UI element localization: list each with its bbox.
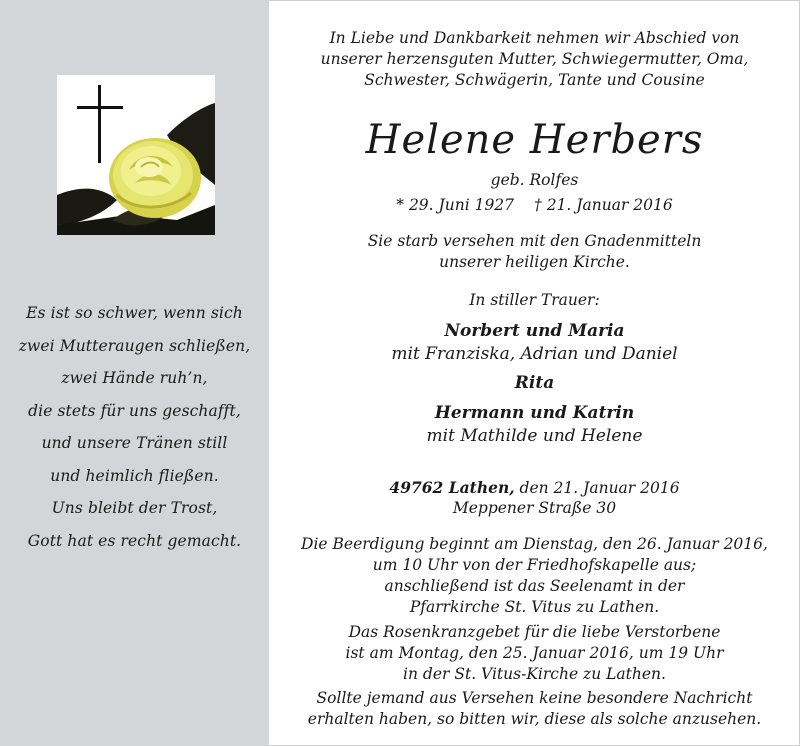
sacraments (269, 231, 800, 273)
place: 49762 Lathen, (389, 478, 515, 497)
funeral-info (269, 534, 800, 618)
cross-rose-icon (57, 75, 215, 235)
funeral-line: Pfarrkirche St. Vitus zu Lathen. (409, 598, 660, 616)
mourning-heading: In stiller Trauer: (469, 291, 600, 309)
death-date: † 21. Januar 2016 (534, 196, 673, 214)
note-line: erhalten haben, so bitten wir, diese als solche anzusehen. (307, 710, 762, 728)
family-1-children: mit Franziska, Adrian und Daniel (391, 344, 678, 364)
rosary-info (269, 622, 800, 685)
notification-note (269, 688, 800, 730)
date: den 21. Januar 2016 (514, 479, 680, 497)
poem-line: die stets für uns geschafft, (28, 401, 241, 420)
poem-line: zwei Hände ruh’n, (61, 369, 208, 387)
family-1-name: Norbert und Maria (444, 321, 625, 341)
poem-line: und heimlich fließen. (50, 466, 219, 485)
note-line: Sollte jemand aus Versehen keine besondere Nachricht (316, 689, 753, 707)
funeral-line: Die Beerdigung beginnt am Dienstag, den 26. Januar 2016, (301, 535, 768, 553)
family-2-name: Rita (514, 373, 555, 393)
rosary-line: Das Rosenkranzgebet für die liebe Verstorbene (348, 623, 721, 641)
poem-line: Gott hat es recht gemacht. (27, 531, 242, 550)
funeral-line: anschließend ist das Seelenamt in der (384, 577, 685, 595)
poem (0, 297, 269, 557)
intro-line: In Liebe und Dankbarkeit nehmen wir Abschied von (329, 29, 740, 47)
left-panel (0, 0, 269, 746)
street: Meppener Straße 30 (452, 499, 617, 517)
notice-text (269, 0, 800, 746)
sacraments-line: unserer heiligen Kirche. (439, 253, 630, 271)
address (269, 477, 800, 519)
poem-line: Es ist so schwer, wenn sich (26, 304, 243, 322)
family-3-name: Hermann und Katrin (434, 403, 635, 423)
poem-line: und unsere Tränen still (41, 434, 228, 452)
poem-line: Uns bleibt der Trost, (51, 499, 218, 517)
family-3-children: mit Mathilde und Helene (426, 426, 643, 446)
rosary-line: in der St. Vitus-Kirche zu Lathen. (403, 665, 666, 683)
life-dates (269, 195, 800, 216)
poem-line: zwei Mutteraugen schließen, (18, 336, 251, 355)
cross-and-rose-emblem (57, 75, 215, 235)
rosary-line: ist am Montag, den 25. Januar 2016, um 19 Uhr (345, 644, 724, 662)
mourners (269, 290, 800, 448)
intro (269, 28, 800, 91)
funeral-line: um 10 Uhr von der Friedhofskapelle aus; (372, 556, 697, 574)
place-date (269, 477, 800, 498)
intro-line: Schwester, Schwägerin, Tante und Cousine (364, 71, 705, 89)
sacraments-line: Sie starb versehen mit den Gnadenmitteln (367, 232, 702, 250)
maiden-name: geb. Rolfes (490, 171, 579, 189)
intro-line: unserer herzensguten Mutter, Schwiegermutter, Oma, (320, 50, 749, 68)
deceased-details (269, 170, 800, 216)
deceased-name: Helene Herbers (365, 117, 704, 163)
birth-date: * 29. Juni 1927 (396, 196, 515, 214)
